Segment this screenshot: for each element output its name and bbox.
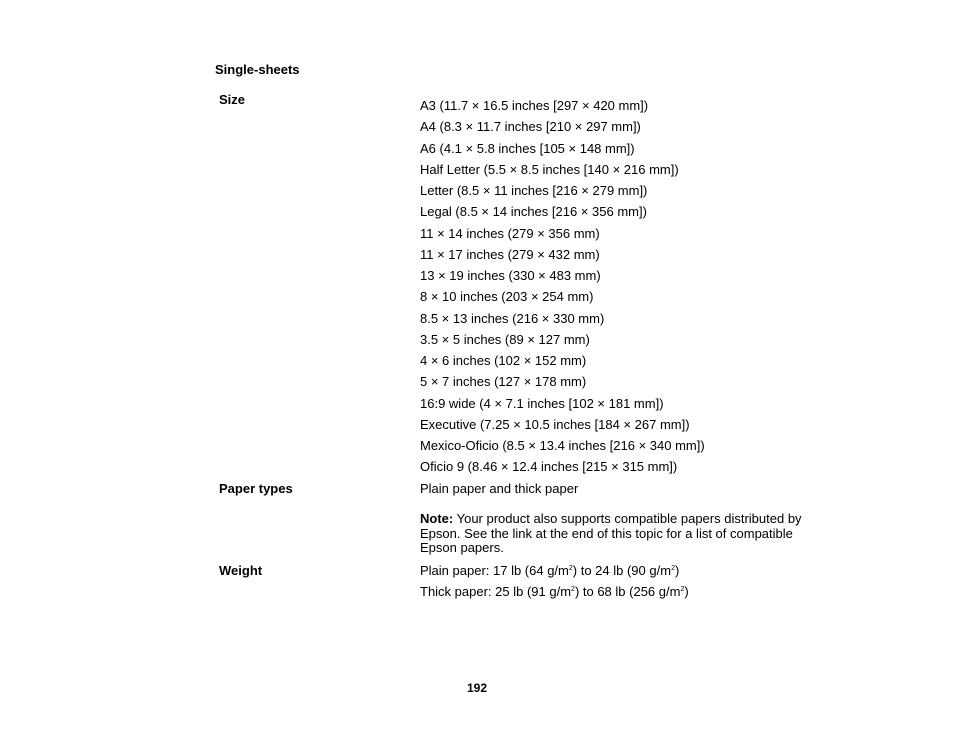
paper-types-value: Plain paper and thick paper [420, 481, 579, 496]
size-item: A3 (11.7 × 16.5 inches [297 × 420 mm]) [420, 98, 649, 113]
note-label: Note: [420, 511, 454, 526]
size-label: Size [219, 92, 246, 107]
size-item: Legal (8.5 × 14 inches [216 × 356 mm]) [420, 204, 647, 220]
size-item: 11 × 17 inches (279 × 432 mm) [420, 246, 600, 262]
note [420, 512, 820, 556]
size-item: 3.5 × 5 inches (89 × 127 mm) [420, 331, 590, 347]
size-item: 5 × 7 inches (127 × 178 mm) [420, 374, 587, 390]
size-item: Oficio 9 (8.46 × 12.4 inches [215 × 315 mm]) [420, 459, 678, 475]
size-item: Half Letter (5.5 × 8.5 inches [140 × 216 mm]) [420, 161, 679, 177]
size-item: 4 × 6 inches (102 × 152 mm) [420, 353, 587, 368]
size-item: 13 × 19 inches (330 × 483 mm) [420, 268, 601, 283]
size-item: Executive (7.25 × 10.5 inches [184 × 267 mm]) [420, 416, 690, 432]
size-item: Mexico-Oficio (8.5 × 13.4 inches [216 × 340 mm]) [420, 438, 705, 453]
size-item: A4 (8.3 × 11.7 inches [210 × 297 mm]) [420, 119, 641, 135]
size-item: 11 × 14 inches (279 × 356 mm) [420, 225, 600, 241]
size-item: 8.5 × 13 inches (216 × 330 mm) [420, 310, 605, 326]
note-text: Your product also supports compatible papers distributed by Epson. See the link at the end of this topic for a list of compatible Epson papers. [420, 511, 802, 555]
size-item: Letter (8.5 × 11 inches [216 × 279 mm]) [420, 183, 648, 198]
weight-plain: Plain paper: 17 lb (64 $g/m^2$) to 24 lb (90 $g/m^2$) [420, 563, 680, 578]
size-item: 16:9 wide (4 × 7.1 inches [102 × 181 mm]) [420, 395, 664, 411]
weight-label: Weight [219, 563, 263, 578]
size-list [420, 98, 705, 481]
size-item: 8 × 10 inches (203 × 254 mm) [420, 289, 594, 305]
size-item: A6 (4.1 × 5.8 inches [105 × 148 mm]) [420, 140, 635, 156]
weight-thick: Thick paper: 25 lb (91 $g/m^2$) to 68 lb (256 $g/m^2$) [420, 584, 689, 599]
paper-types-label: Paper types [219, 481, 293, 496]
section-title: Single-sheets [215, 62, 300, 77]
page-number: 192 [466, 681, 488, 695]
